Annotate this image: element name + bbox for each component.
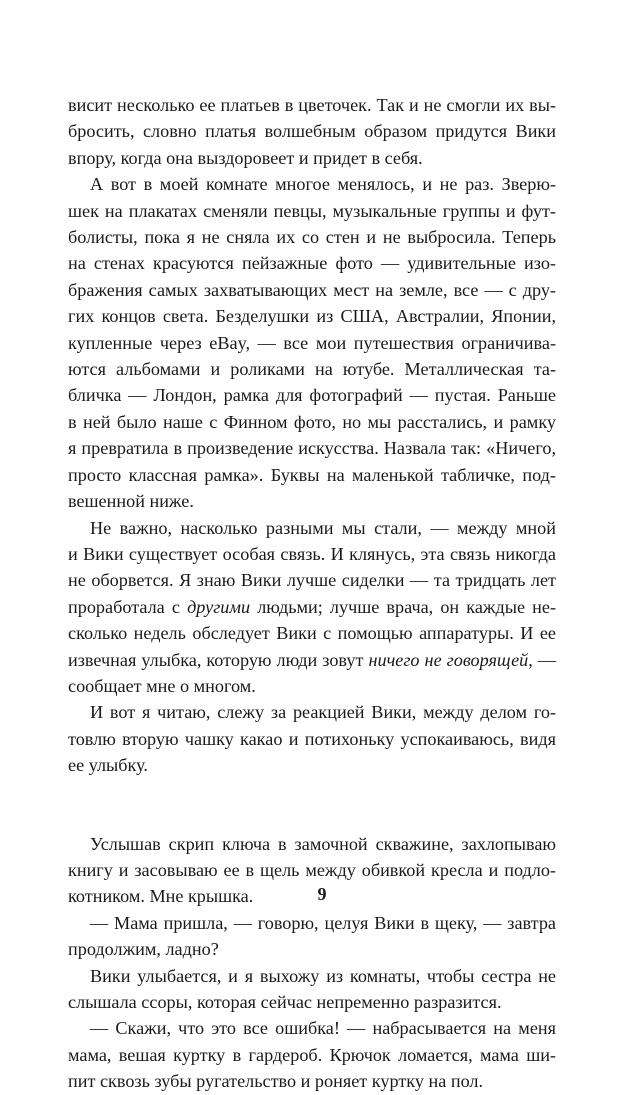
- text-segment: —: [532, 649, 557, 670]
- text-line: висит несколько ее платьев в цветочек. Так и не смогли их вы-: [68, 95, 556, 115]
- text-line: бражения самых захватывающих мест на земле, все — с дру-: [68, 279, 556, 300]
- text-line: впору, когда она выздоровеет и придет в себя.: [68, 147, 423, 168]
- text-segment: извечная улыбка, которую люди зовут: [68, 649, 369, 670]
- text-line: Вики улыбается, и я выхожу из комнаты, чтобы сестра не: [90, 965, 556, 986]
- text-segment: людьми; лучше врача, он каждые не-: [250, 596, 556, 617]
- text-line: продолжим, ладно?: [68, 939, 219, 960]
- text-line: гих концов света. Безделушки из США, Австралии, Японии,: [68, 306, 556, 327]
- text-line: сообщает мне о многом.: [68, 675, 256, 696]
- text-line: сколько недель обследует Вики с помощью аппаратуры. И ее: [68, 623, 556, 644]
- text-line: [68, 647, 556, 673]
- text-line: пит сквозь зубы ругательство и роняет куртку на пол.: [68, 1071, 484, 1092]
- text-line: А вот в моей комнате многое менялось, и не раз. Зверю-: [90, 174, 556, 195]
- text-line: ее улыбку.: [68, 755, 148, 776]
- text-line: мама, вешая куртку в гардероб. Крючок ломается, мама ши-: [68, 1044, 556, 1065]
- text-line: бросить, словно платья волшебным образом придутся Вики: [68, 121, 556, 142]
- text-line: И вот я читаю, слежу за реакцией Вики, между делом го-: [90, 702, 556, 723]
- text-line: слышала ссоры, которая сейчас непременно разразится.: [68, 992, 502, 1012]
- text-line: в ней было наше с Финном фото, но мы расстались, и рамку: [68, 411, 556, 432]
- section-break: [68, 805, 556, 831]
- text-line: болисты, пока я не сняла их со стен и не выбросила. Теперь: [68, 227, 556, 248]
- text-line: и Вики существует особая связь. И клянусь, эта связь никогда: [68, 543, 556, 564]
- text-line: бличка — Лондон, рамка для фотографий — пустая. Раньше: [68, 385, 556, 406]
- text-line: — Скажи, что это все ошибка! — набрасывается на меня: [90, 1018, 556, 1039]
- text-line: Не важно, насколько разными мы стали, — между мной: [90, 517, 556, 538]
- text-line: котником. Мне крышка.: [68, 886, 254, 907]
- text-line: шек на плакатах сменяли певцы, музыкальные группы и фут-: [68, 200, 556, 221]
- text-line: книгу и засовываю ее в щель между обивкой кресла и подло-: [68, 859, 556, 880]
- section-break: [68, 779, 556, 805]
- text-line: [68, 594, 556, 620]
- text-line: вешенной ниже.: [68, 491, 194, 512]
- body-text: [68, 92, 556, 1095]
- text-line: — Мама пришла, — говорю, целуя Вики в щеку, — завтра: [90, 912, 556, 933]
- text-line: Услышав скрип ключа в замочной скважине, захлопываю: [90, 833, 556, 854]
- text-line: просто классная рамка». Буквы на маленькой табличке, под-: [68, 464, 556, 485]
- italic-emphasis: ничего не говорящей,: [368, 649, 533, 670]
- page-number: 9: [317, 884, 327, 904]
- text-line: товлю вторую чашку какао и потихоньку успокаиваюсь, видя: [68, 728, 556, 749]
- text-line: не оборвется. Я знаю Вики лучше сиделки — та тридцать лет: [68, 570, 556, 591]
- text-segment: проработала с: [68, 596, 188, 617]
- text-line: на стенах красуются пейзажные фото — удивительные изо-: [68, 253, 556, 274]
- text-line: я превратила в произведение искусства. Назвала так: «Ничего,: [68, 438, 556, 459]
- italic-emphasis: другими: [187, 596, 251, 617]
- text-line: ются альбомами и роликами на ютубе. Металлическая та-: [68, 359, 556, 380]
- text-line: купленные через eBay, — все мои путешествия ограничива-: [68, 332, 556, 353]
